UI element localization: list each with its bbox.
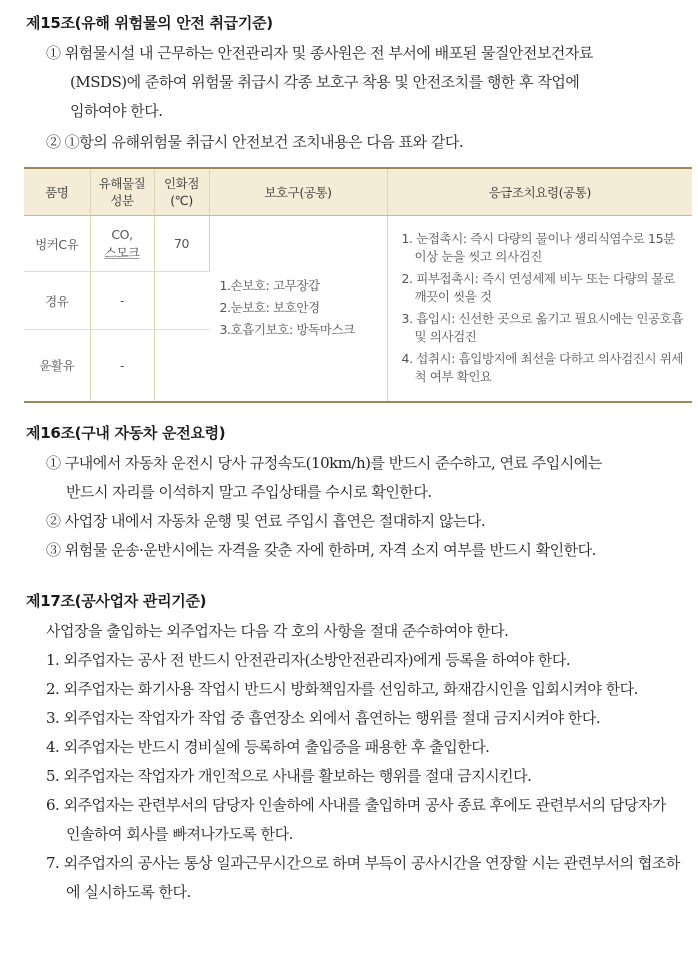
product-cell: 경유: [24, 272, 90, 330]
list-item: 2. 외주업자는 화기사용 작업시 반드시 방화책임자를 선임하고, 화재감시인을 입회시켜야 한다.: [46, 679, 638, 698]
list-item: 1. 외주업자는 공사 전 반드시 안전관리자(소방안전관리자)에게 등록을 하여야 한다.: [46, 650, 571, 669]
article-17-list: [26, 646, 684, 907]
first-aid-item: 4. 섭취시: 흡입방지에 최선을 다하고 의사검진시 위세척 여부 확인요: [401, 351, 684, 385]
ppe-item: 1.손보호: 고무장갑: [219, 278, 320, 294]
flash-point-cell: [154, 272, 209, 330]
ppe-item: 3.호흡기보호: 방독마스크: [219, 322, 355, 338]
article-17-heading: 제17조(공사업자 관리기준): [26, 591, 207, 610]
flash-point-cell: [154, 330, 209, 402]
hazard-cell: CO, 스모크: [90, 216, 154, 272]
article-16-paragraph-3: ③ 위험물 운송·운반시에는 자격을 갖춘 자에 한하며, 자격 소지 여부를 반드시 확인한다.: [46, 540, 596, 559]
safety-measures-table: [24, 167, 692, 403]
article-16-paragraph-1: ① 구내에서 자동차 운전시 당사 규정속도(10km/h)를 반드시 준수하고, 연료 주입시에는 반드시 자리를 이석하지 말고 주입상태를 수시로 확인한다.: [46, 453, 602, 501]
header-ppe: 보호구(공통): [209, 168, 387, 216]
list-item: 7. 외주업자의 공사는 통상 일과근무시간으로 하며 부득이 공사시간을 연장할 시는 관련부서의 협조하에 실시하도록 한다.: [46, 853, 680, 901]
article-15-heading: 제15조(유해 위험물의 안전 취급기준): [26, 14, 273, 32]
table-header-row: [24, 168, 692, 216]
header-product: 품명: [24, 168, 90, 216]
article-16-paragraph-2: ② 사업장 내에서 자동차 운행 및 연료 주입시 흡연은 절대하지 않는다.: [46, 511, 486, 530]
list-item: 5. 외주업자는 작업자가 개인적으로 사내를 활보하는 행위를 절대 금지시킨다.: [46, 766, 532, 785]
hazard-cell: -: [90, 272, 154, 330]
product-cell: 윤활유: [24, 330, 90, 402]
article-17-intro: 사업장을 출입하는 외주업자는 다음 각 호의 사항을 절대 준수하여야 한다.: [46, 621, 509, 640]
first-aid-cell: [387, 216, 692, 402]
ppe-item: 2.눈보호: 보호안경: [219, 300, 320, 316]
article-16: [26, 421, 684, 565]
flash-point-cell: 70: [154, 216, 209, 272]
product-cell: 벙커C유: [24, 216, 90, 272]
list-item: 4. 외주업자는 반드시 경비실에 등록하여 출입증을 패용한 후 출입한다.: [46, 737, 490, 756]
article-16-heading: 제16조(구내 자동차 운전요령): [26, 423, 226, 442]
header-flash-point: 인화점 (℃): [154, 168, 209, 216]
first-aid-item: 1. 눈접촉시: 즉시 다량의 물이나 생리식염수로 15분 이상 눈을 씻고 의사검진: [401, 231, 675, 265]
article-17: [26, 589, 684, 907]
header-hazard: 유해물질 성분: [90, 168, 154, 216]
article-15-paragraph-1: ① 위험물시설 내 근무하는 안전관리자 및 종사원은 전 부서에 배포된 물질안전보건자료 (MSDS)에 준하여 위험물 취급시 각종 보호구 착용 및 안전조치를 행한 후 작업에 임하여야 한다.: [46, 44, 593, 120]
hazard-cell: -: [90, 330, 154, 402]
header-first-aid: 응급조치요령(공통): [387, 168, 692, 216]
table-row: [24, 216, 692, 272]
ppe-cell: [209, 216, 387, 402]
list-item: 3. 외주업자는 작업자가 작업 중 흡연장소 외에서 흡연하는 행위를 절대 금지시켜야 한다.: [46, 708, 601, 727]
article-15-paragraph-2: ② ①항의 유해위험물 취급시 안전보건 조치내용은 다음 표와 같다.: [46, 133, 464, 151]
list-item: 6. 외주업자는 관련부서의 담당자 인솔하에 사내를 출입하며 공사 종료 후에도 관련부서의 담당자가 인솔하여 회사를 빠져나가도록 한다.: [46, 795, 666, 843]
first-aid-item: 3. 흡입시: 신선한 곳으로 옮기고 필요시에는 인공호흡 및 의사검진: [401, 311, 684, 345]
first-aid-item: 2. 피부접촉시: 즉시 연성세제 비누 또는 다량의 물로 깨끗이 씻을 것: [401, 271, 675, 305]
article-15: [26, 0, 684, 157]
